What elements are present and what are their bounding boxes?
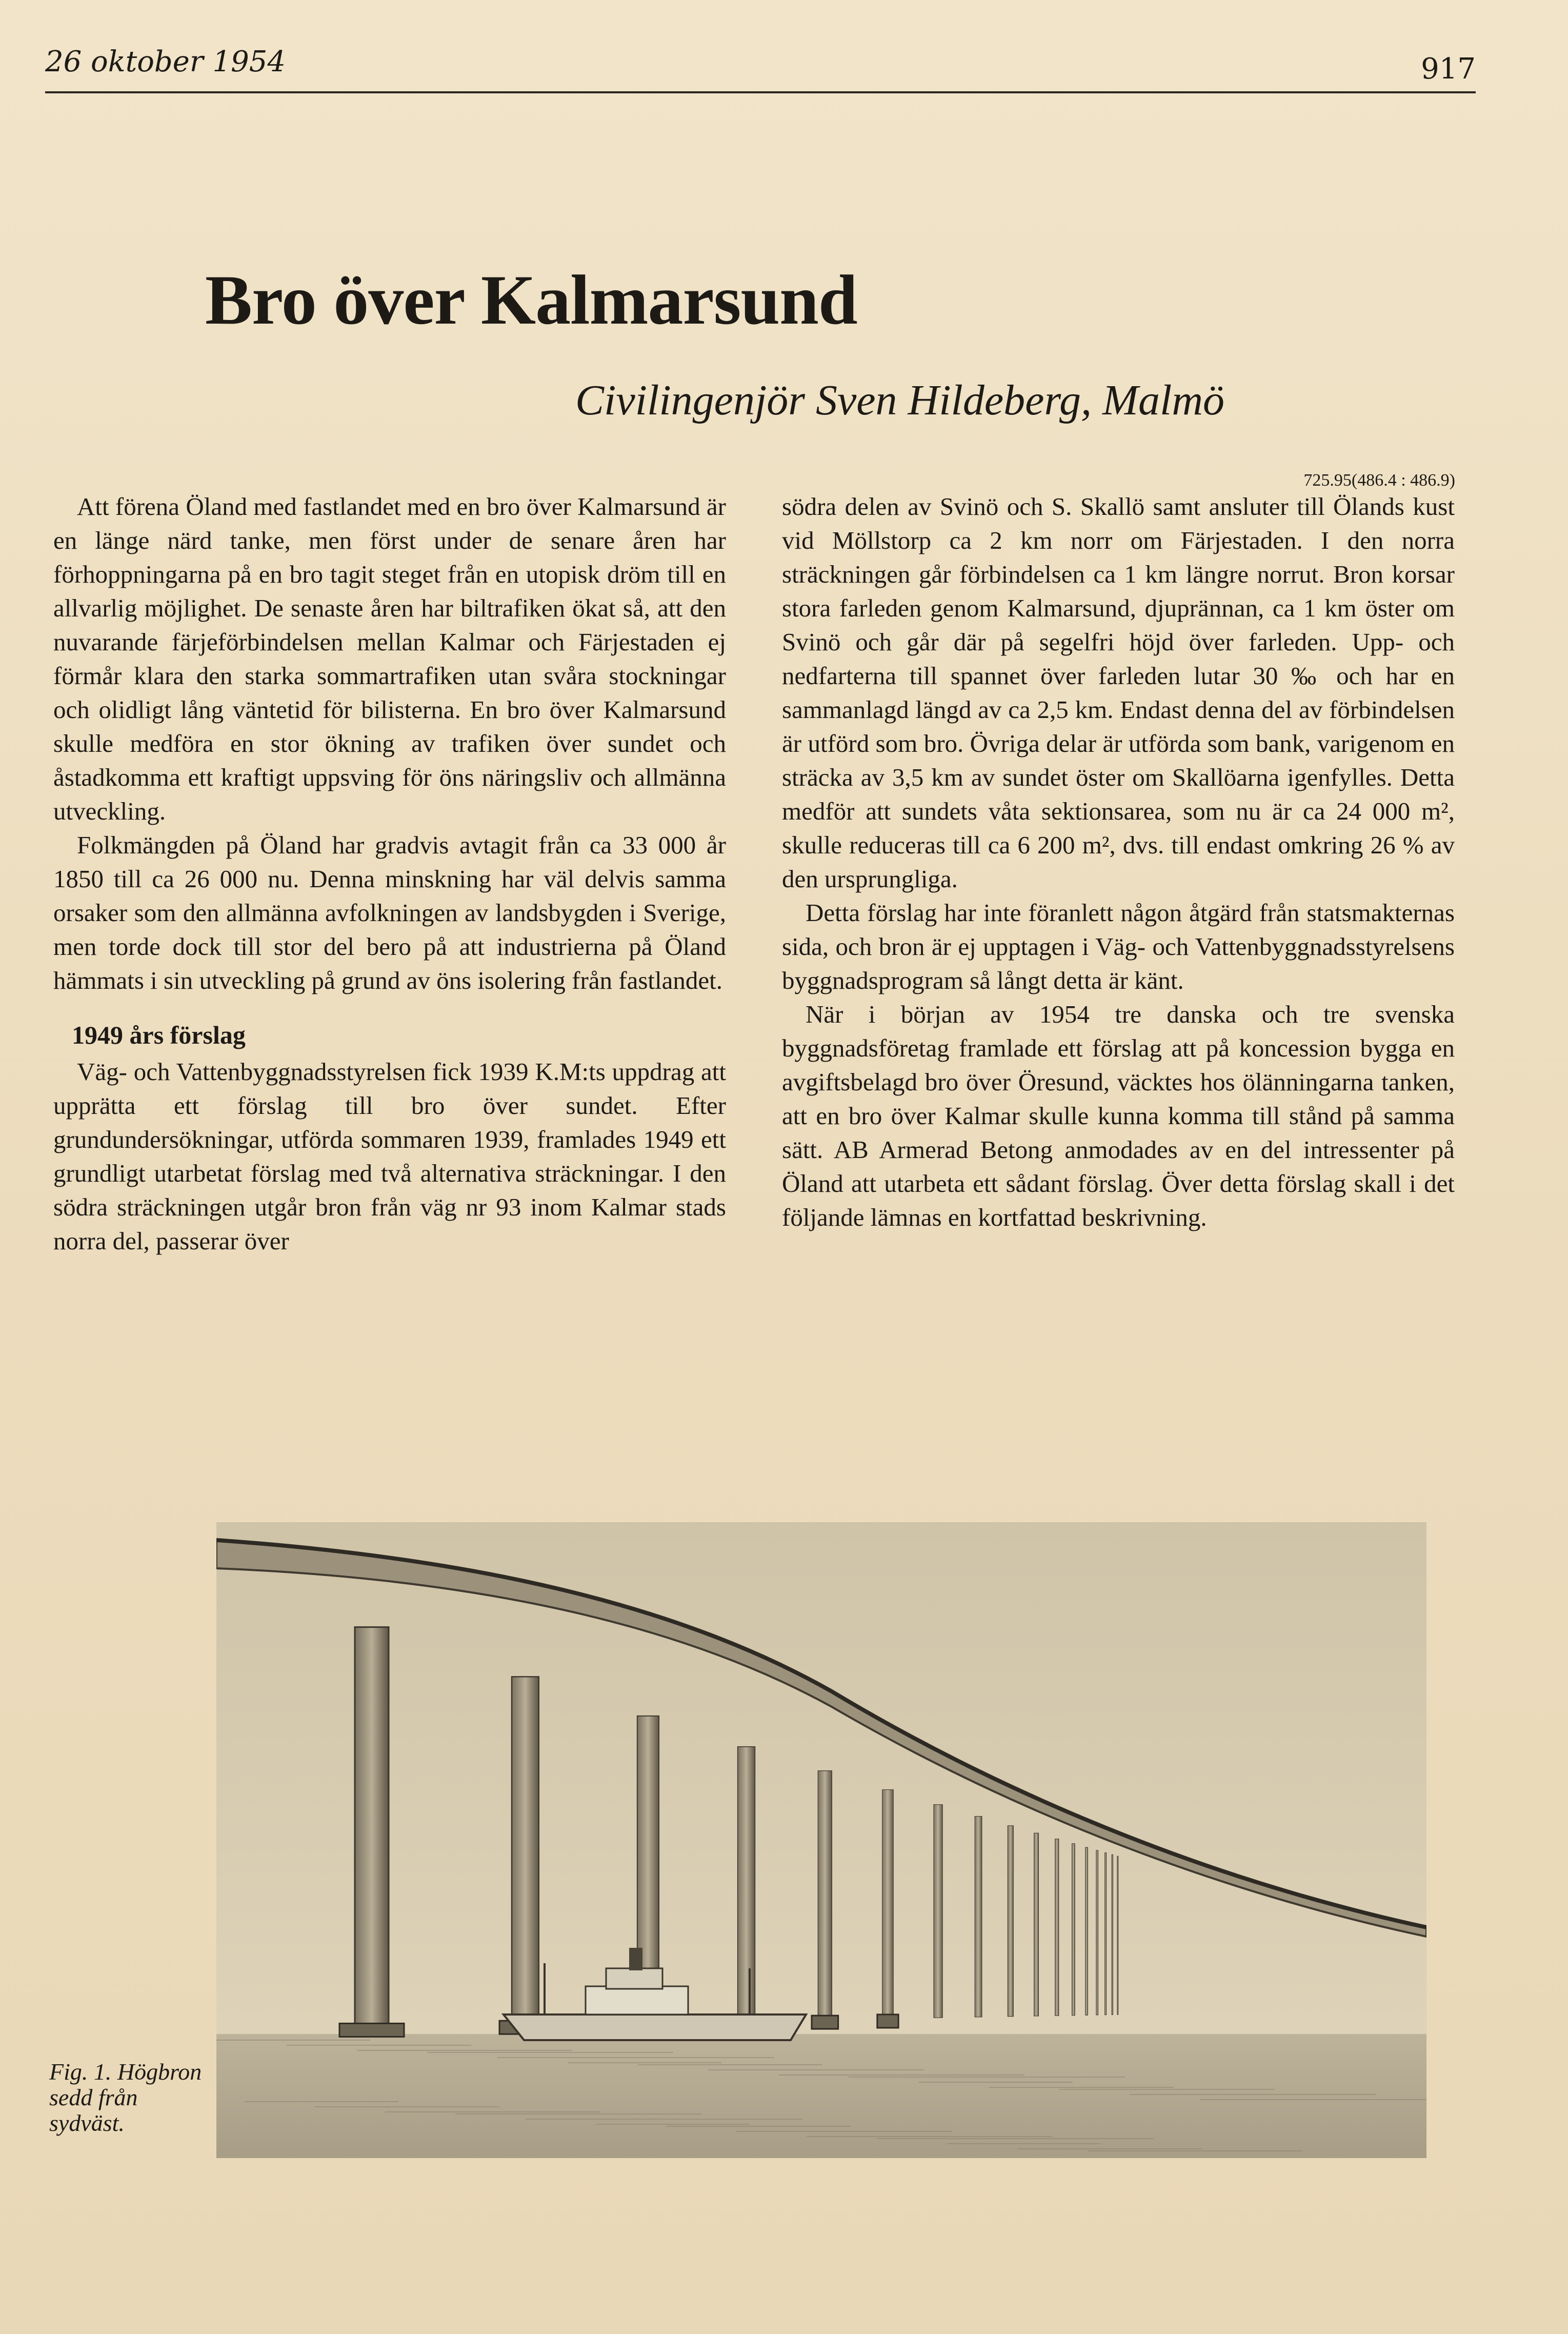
paragraph: Väg- och Vattenbyggnadsstyrelsen fick 1939 K.M:ts uppdrag att upprätta ett förslag till bro över sundet. Efter grundundersökningar, utförda sommaren 1939, framlades 1949 ett grundligt utarbetat förslag med två alternativa sträckningar. I den södra sträckningen utgår bron från väg nr 93 inom Kalmar stads norra del, passerar över [53,1058,726,1255]
pier-footing [877,2014,898,2028]
bridge-pier [738,1747,755,2021]
figure-caption: Fig. 1. Högbron sedd från sydväst. [49,2059,202,2136]
bridge-pier [882,1790,894,2019]
bridge-pier [1105,1853,1107,2015]
bridge-pier [355,1627,389,2028]
water [216,2034,1426,2158]
pier-footing [339,2023,404,2037]
bridge-pier [975,1817,982,2017]
bridge-illustration [216,1522,1426,2158]
paragraph: södra delen av Svinö och S. Skallö samt ansluter till Ölands kust vid Möllstorp ca 2 km norr om Färjestaden. I den norra sträckningen går förbindelsen ca 1 km längre norrut. Bron korsar stora farleden genom Kalmarsund, djuprännan, ca 1 km öster om Svinö och går där på segelfri höjd över farleden. Upp- och nedfarterna till spannet över farleden lutar 30 ‰ och har en sammanlagd längd av ca 2,5 km. Endast denna del av förbindelsen är utförd som bro. Övriga delar är utförda som bank, varigenom en sträcka av 3,5 km av sundet öster om Skallöarna igenfylles. Detta medför att sundets våta sektionsarea, som nu är ca 24 000 m², skulle reduceras till ca 6 200 m², dvs. till endast omkring 26 % av den ursprungliga. [782,492,1455,893]
bridge-pier [1117,1856,1118,2014]
page-number: 917 [1421,52,1476,86]
bridge-pier [1008,1826,1013,2017]
bridge-pier [818,1771,832,2020]
bridge-pier [1085,1847,1088,2015]
bridge-pier [1072,1844,1075,2016]
bridge-pier [934,1805,942,2018]
bridge-pier [1096,1850,1098,2015]
pier-footing [812,2016,838,2029]
paragraph: Folkmängden på Öland har gradvis avtagit från ca 33 000 år 1850 till ca 26 000 nu. Denna minskning har väl delvis samma orsaker som den allmänna avfolkningen av landsbygden i Sverige, men torde dock till stor del bero på att industrierna på Öland hämmats i sin utveckling på grund av öns isolering från fastlandet. [53,831,726,994]
section-heading: 1949 års förslag [72,1021,246,1049]
left-column [53,490,726,1258]
header-rule [45,91,1476,93]
issue-date: 26 oktober 1954 [45,45,286,78]
bridge-drawing [216,1522,1426,2158]
article-author: Civilingenjör Sven Hildeberg, Malmö [575,376,1224,424]
bridge-pier [512,1677,539,2025]
right-column [782,490,1455,1234]
article-title: Bro över Kalmarsund [205,261,857,339]
bridge-pier [1055,1839,1059,2016]
classification-code: 725.95(486.4 : 486.9) [1303,471,1455,490]
paragraph: När i början av 1954 tre danska och tre svenska byggnadsföretag framlade ett förslag att på koncession bygga en avgiftsbelagd bro över Öresund, väcktes hos ölänningarna tanken, att en bro över Kalmar skulle kunna komma till stånd på samma sätt. AB Armerad Betong anmodades av en del intressenter på Öland att utarbeta ett sådant förslag. Över detta förslag skall i det följande lämnas en kortfattad beskrivning. [782,1000,1455,1231]
paragraph: Detta förslag har inte föranlett någon åtgärd från statsmakternas sida, och bron är ej upptagen i Väg- och Vattenbyggnadsstyrelsens byggnadsprogram så långt detta är känt. [782,899,1455,994]
bridge-pier [1034,1833,1039,2016]
running-head [45,36,1476,92]
bridge-pier [1112,1854,1113,2014]
paragraph: Att förena Öland med fastlandet med en bro över Kalmarsund är en länge närd tanke, men först under de senare åren har förhoppningarna på en bro tagit steget från en utopisk dröm till en allvarlig möjlighet. De senaste åren har biltrafiken ökat så, att den nuvarande färjeförbindelsen mellan Kalmar och Färjestaden ej förmår klara den starka sommartrafiken utan svåra stockningar och olidligt lång väntetid för bilisterna. En bro över Kalmarsund skulle medföra en stor ökning av trafiken över sundet och åstadkomma ett kraftigt uppsving för öns näringsliv och allmänna utveckling. [53,492,726,825]
